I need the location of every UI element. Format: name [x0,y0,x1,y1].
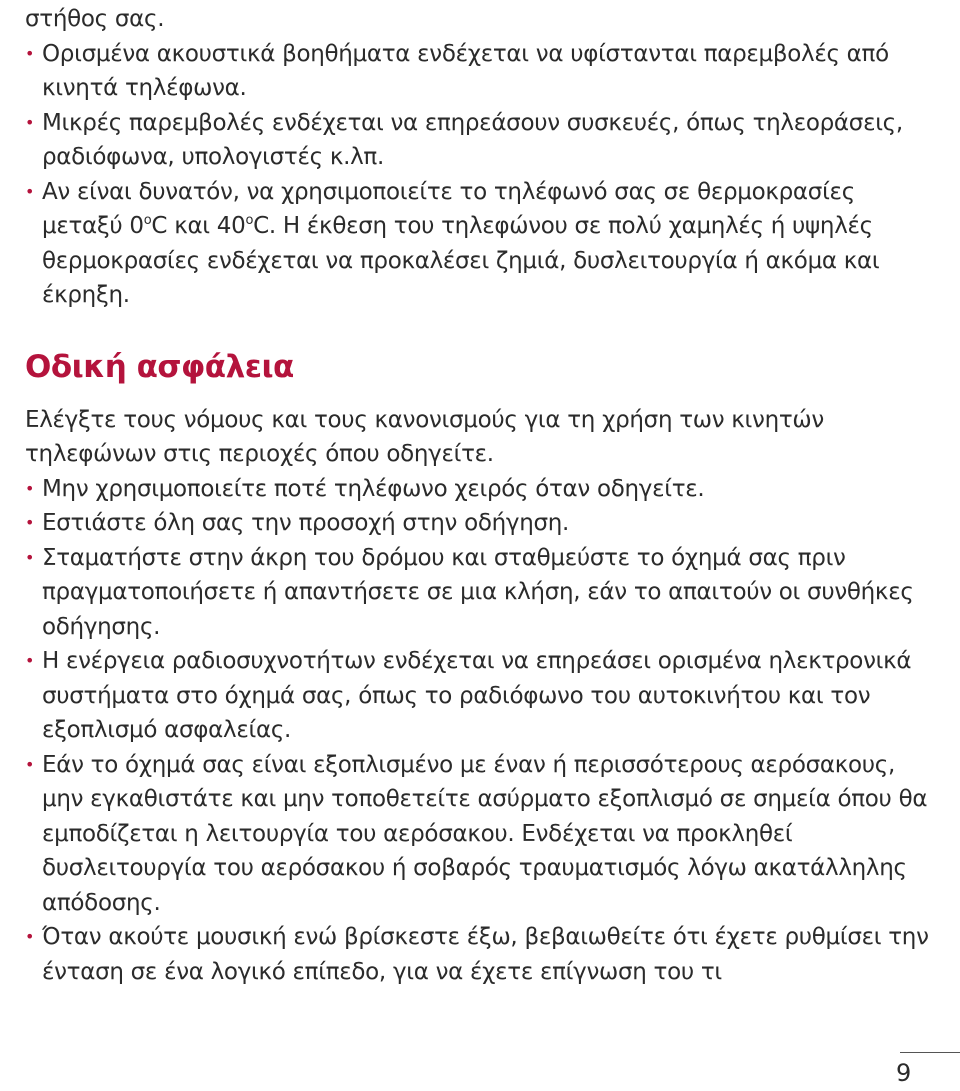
list-item-text: Εστιάστε όλη σας την προσοχή στην οδήγηση. [42,510,570,536]
degree-superscript: o [245,213,254,228]
document-body [25,0,935,989]
list-item [25,37,935,106]
page-number-rule [900,1052,960,1053]
bullet-marker: • [25,651,35,670]
bullet-marker: • [25,478,35,498]
bullet-marker: • [25,112,35,132]
temperature-text-middle: C και 40 [151,213,246,239]
list-item-text [25,175,935,313]
road-safety-bullet-list [25,472,935,990]
list-item [25,175,935,313]
page-number: 9 [896,1059,912,1087]
section-heading-road-safety: Οδική ασφάλεια [25,348,294,385]
bullet-marker: • [25,181,35,201]
top-bullet-list [25,37,935,313]
bullet-marker: • [25,754,35,774]
list-item-text: Ορισμένα ακουστικά βοηθήματα ενδέχεται να υφίστανται παρεμβολές από κινητά τηλέφωνα. [42,40,889,101]
bullet-marker: • [25,43,35,63]
temperature-text-end: C. Η έκθεση του τηλεφώνου σε πολύ χαμηλές ή υψηλές θερμοκρασίες ενδέχεται να προκαλέσει ζημιά, δυσλειτουργία ή ακόμα και έκρηξη. [42,213,880,308]
list-item [25,106,935,175]
list-item-text: Εάν το όχημά σας είναι εξοπλισμένο με έναν ή περισσότερους αερόσακους, μην εγκαθιστάτε και μην τοποθετείτε ασύρματο εξοπλισμό σε σημεία όπου θα εμποδίζεται η λειτουργία του αερόσακου. Ενδέχεται να προκληθεί δυσλειτουργία του αερόσακου ή σοβαρός τραυματισμός λόγω ακατάλληλης απόδοσης. [42,751,928,916]
section-intro: Ελέγξτε τους νόμους και τους κανονισμούς για τη χρήση των κινητών τηλεφώνων στις περιοχές όπου οδηγείτε. [25,406,824,467]
list-item-text: Όταν ακούτε μουσική ενώ βρίσκεστε έξω, βεβαιωθείτε ότι έχετε ρυθμίσει την ένταση σε ένα λογικό επίπεδο, για να έχετε επίγνωση του τι [42,924,929,985]
list-item-text: Μην χρησιμοποιείτε ποτέ τηλέφωνο χειρός όταν οδηγείτε. [42,475,705,502]
list-item [25,541,935,645]
temperature-text-start: Αν είναι δυνατόν, να χρησιμοποιείτε το τηλέφωνό σας σε θερμοκρασίες μεταξύ 0 [42,178,855,239]
degree-superscript: o [143,213,152,228]
list-item [25,920,935,989]
list-item-text: Μικρές παρεμβολές ενδέχεται να επηρεάσουν συσκευές, όπως τηλεοράσεις, ραδιόφωνα, υπολογιστές κ.λπ. [42,109,903,170]
bullet-marker: • [25,927,35,946]
list-item [25,472,935,507]
list-item-text: Σταματήστε στην άκρη του δρόμου και σταθμεύστε το όχημά σας πριν πραγματοποιήσετε ή απαντήσετε σε μια κλήση, εάν το απαιτούν οι συνθήκες οδήγησης. [42,544,914,640]
intro-fragment: στήθος σας. [25,6,165,32]
list-item-text: Η ενέργεια ραδιοσυχνοτήτων ενδέχεται να επηρεάσει ορισμένα ηλεκτρονικά συστήματα στο όχημά σας, όπως το ραδιόφωνο του αυτοκινήτου και τον εξοπλισμό ασφαλείας. [42,648,912,743]
list-item [25,506,935,541]
bullet-marker: • [25,513,35,532]
list-item [25,748,935,921]
bullet-marker: • [25,547,35,567]
list-item [25,644,935,748]
